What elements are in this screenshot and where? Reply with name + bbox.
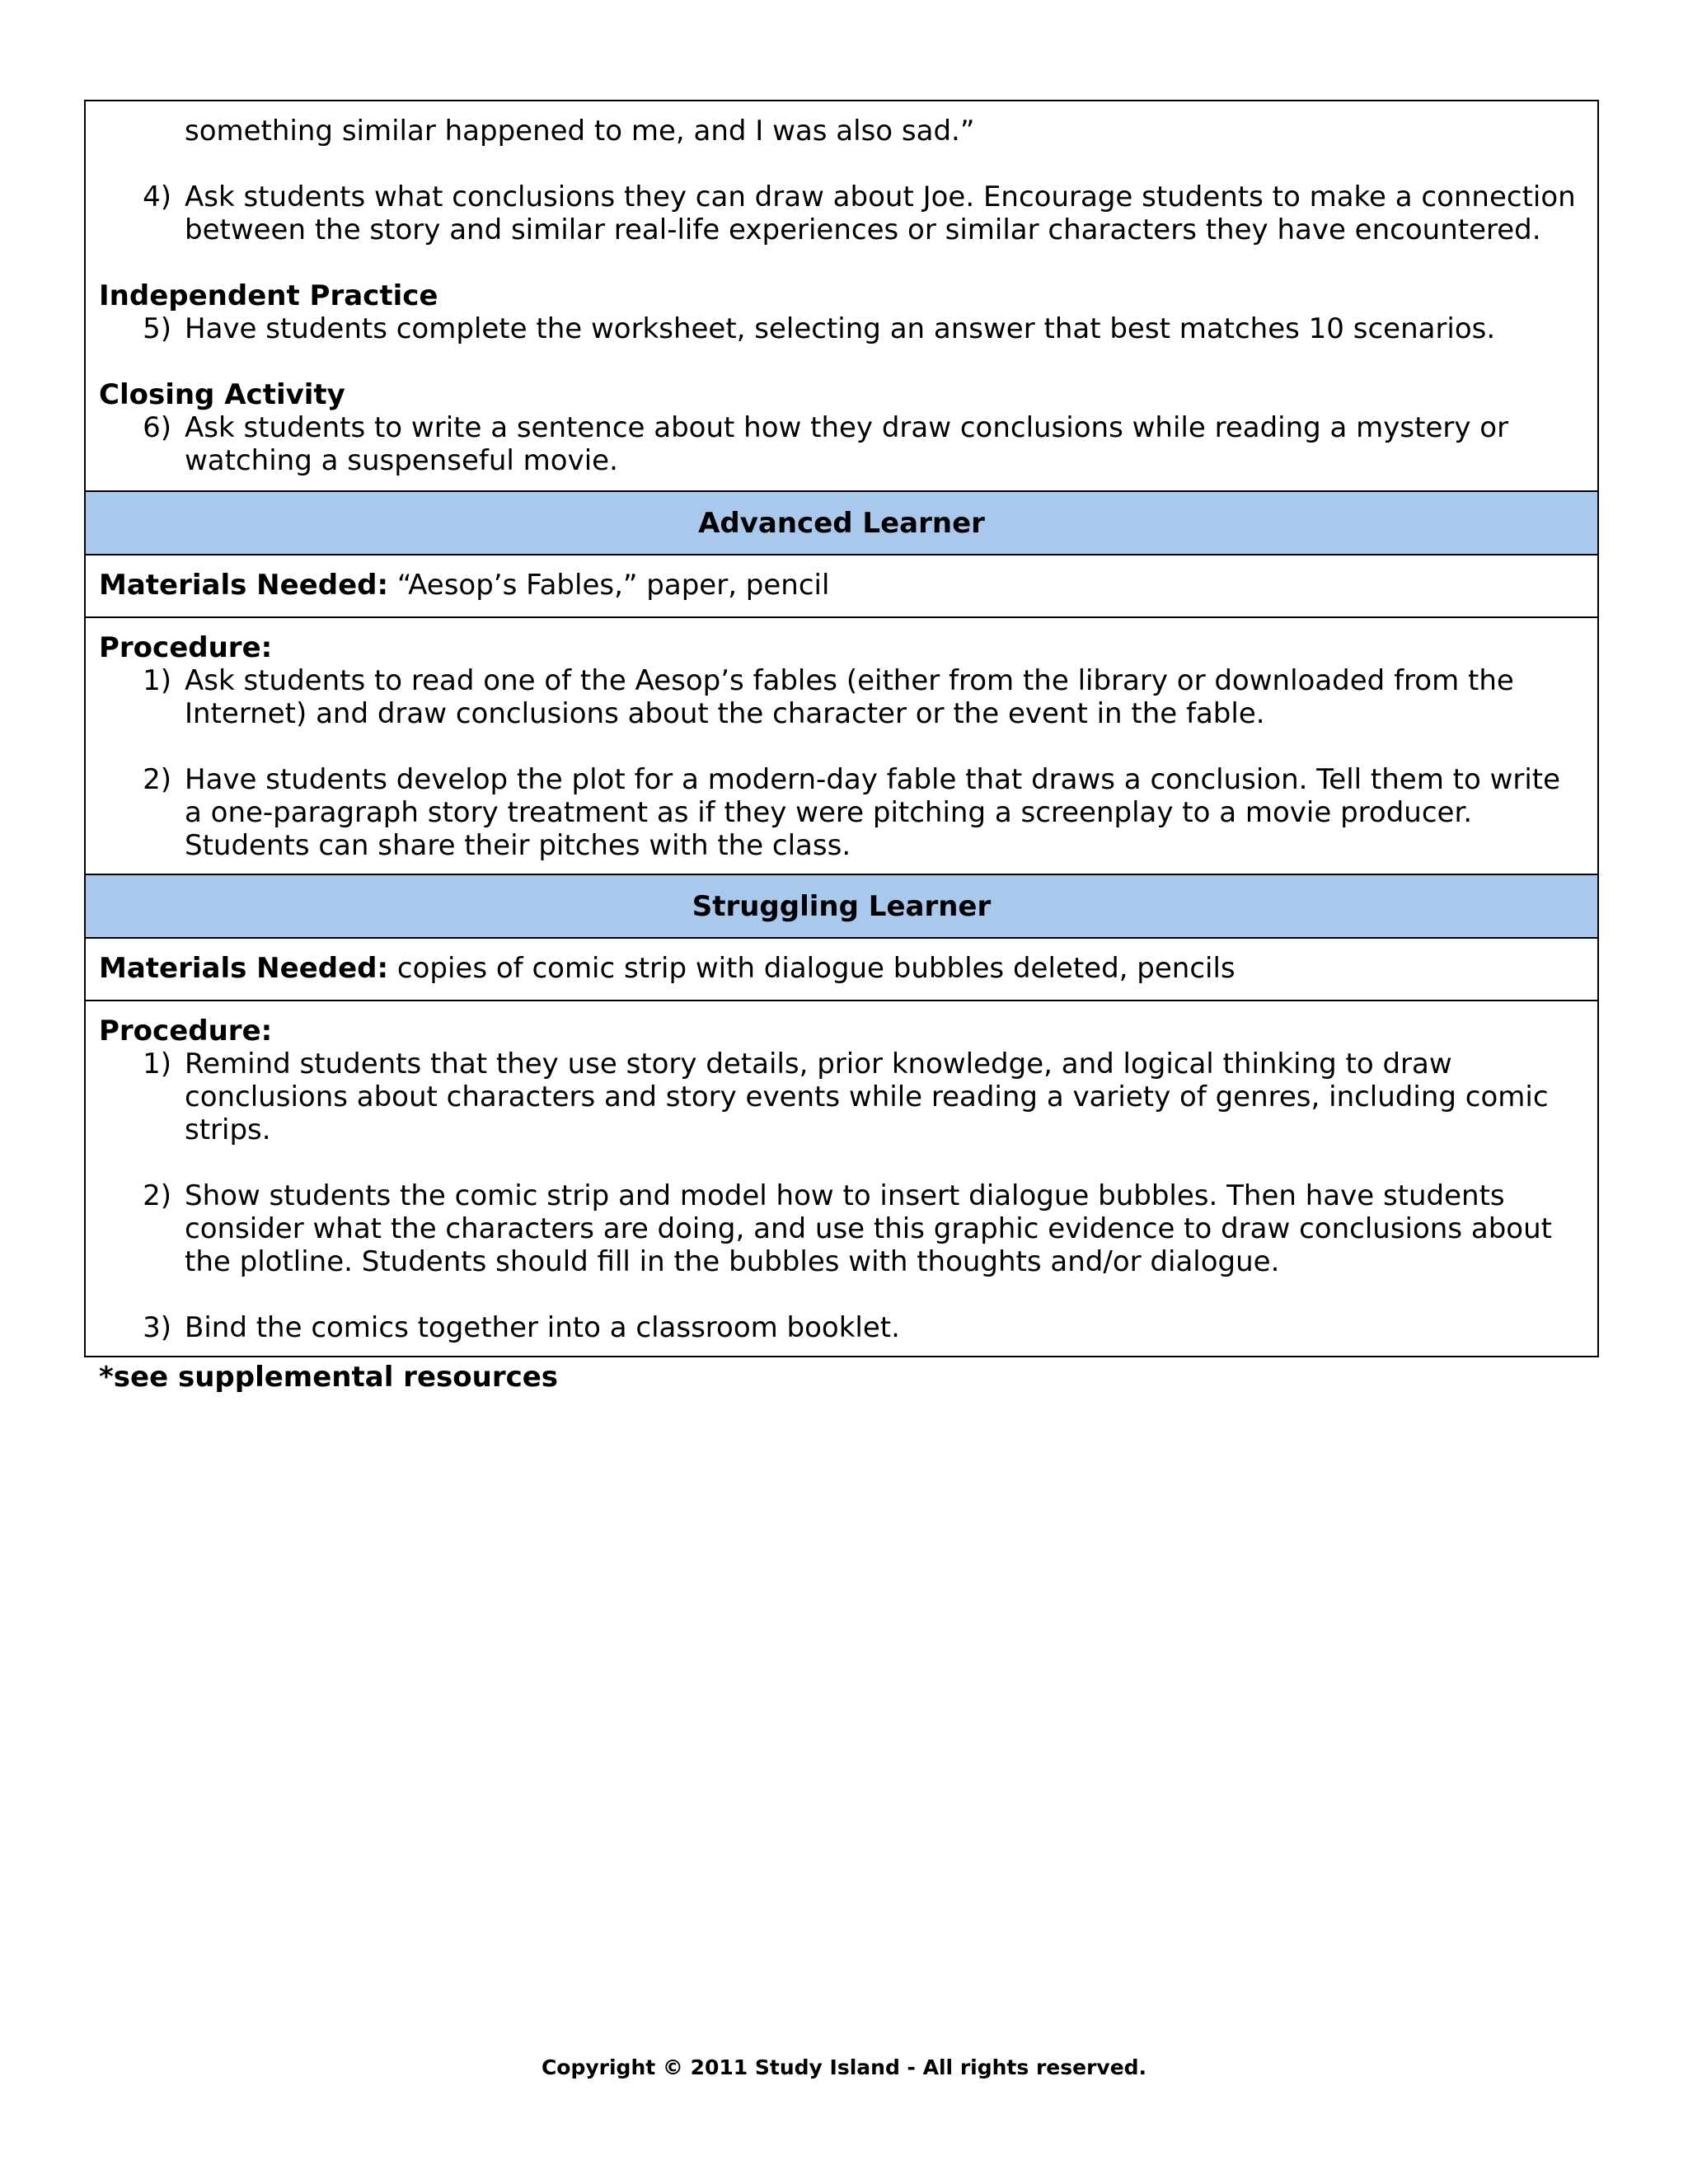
step-number: 1): [143, 664, 171, 697]
list-item: [99, 1047, 1584, 1146]
list-item: [99, 763, 1584, 862]
procedure-heading: Procedure:: [99, 1015, 273, 1047]
procedure-heading: Procedure:: [99, 631, 273, 664]
step-text: Ask students what conclusions they can draw about Joe. Encourage students to make a connection between the story and similar real-life experiences or similar characters they have encountered.: [185, 180, 1576, 246]
lesson-table: [84, 100, 1599, 1357]
step-text: Bind the comics together into a classroom booklet.: [185, 1311, 900, 1344]
step-number: 4): [143, 180, 171, 213]
materials-text: copies of comic strip with dialogue bubbles deleted, pencils: [388, 952, 1236, 985]
advanced-procedure: [86, 616, 1597, 874]
struggling-materials: [86, 937, 1597, 1000]
advanced-materials: [86, 554, 1597, 616]
list-item: [99, 411, 1584, 477]
quote-continuation: something similar happened to me, and I was also sad.”: [185, 115, 975, 148]
step-number: 6): [143, 411, 171, 444]
step-number: 2): [143, 1179, 171, 1212]
step-number: 2): [143, 763, 171, 796]
continuation-section: [86, 101, 1597, 490]
step-text: Show students the comic strip and model how to insert dialogue bubbles. Then have students consider what the characters are doing, and use this graphic evidence to draw conclusions about the plotline. Students should fill in the bubbles with thoughts and/or dialogue.: [185, 1179, 1552, 1278]
step-text: Remind students that they use story details, prior knowledge, and logical thinking to draw conclusions about characters and story events while reading a variety of genres, including comic strips.: [185, 1047, 1549, 1146]
step-number: 3): [143, 1311, 171, 1344]
struggling-learner-heading: Struggling Learner: [86, 874, 1597, 937]
list-item: [99, 1179, 1584, 1278]
list-item: [99, 180, 1584, 246]
materials-label: Materials Needed:: [99, 569, 389, 602]
copyright-footer: Copyright © 2011 Study Island - All rights reserved.: [541, 2055, 1147, 2079]
list-item: [99, 1311, 1584, 1344]
step-number: 1): [143, 1047, 171, 1080]
advanced-learner-heading: Advanced Learner: [86, 490, 1597, 554]
step-number: 5): [143, 312, 171, 345]
struggling-procedure: [86, 1000, 1597, 1356]
materials-text: “Aesop’s Fables,” paper, pencil: [388, 569, 830, 602]
list-item: [99, 312, 1584, 345]
materials-label: Materials Needed:: [99, 952, 389, 985]
step-text: Ask students to read one of the Aesop’s fables (either from the library or downloaded from the Internet) and draw conclusions about the character or the event in the fable.: [185, 664, 1514, 730]
step-text: Ask students to write a sentence about how they draw conclusions while reading a mystery or watching a suspenseful movie.: [185, 411, 1509, 477]
list-item: [99, 664, 1584, 730]
closing-activity-heading: Closing Activity: [99, 378, 345, 411]
step-text: Have students complete the worksheet, selecting an answer that best matches 10 scenarios.: [185, 312, 1496, 345]
step-text: Have students develop the plot for a modern-day fable that draws a conclusion. Tell them to write a one-paragraph story treatment as if they were pitching a screenplay to a movie producer. Students can share their pitches with the class.: [185, 763, 1561, 862]
independent-practice-heading: Independent Practice: [99, 279, 438, 312]
supplemental-footnote: *see supplemental resources: [99, 1361, 559, 1394]
